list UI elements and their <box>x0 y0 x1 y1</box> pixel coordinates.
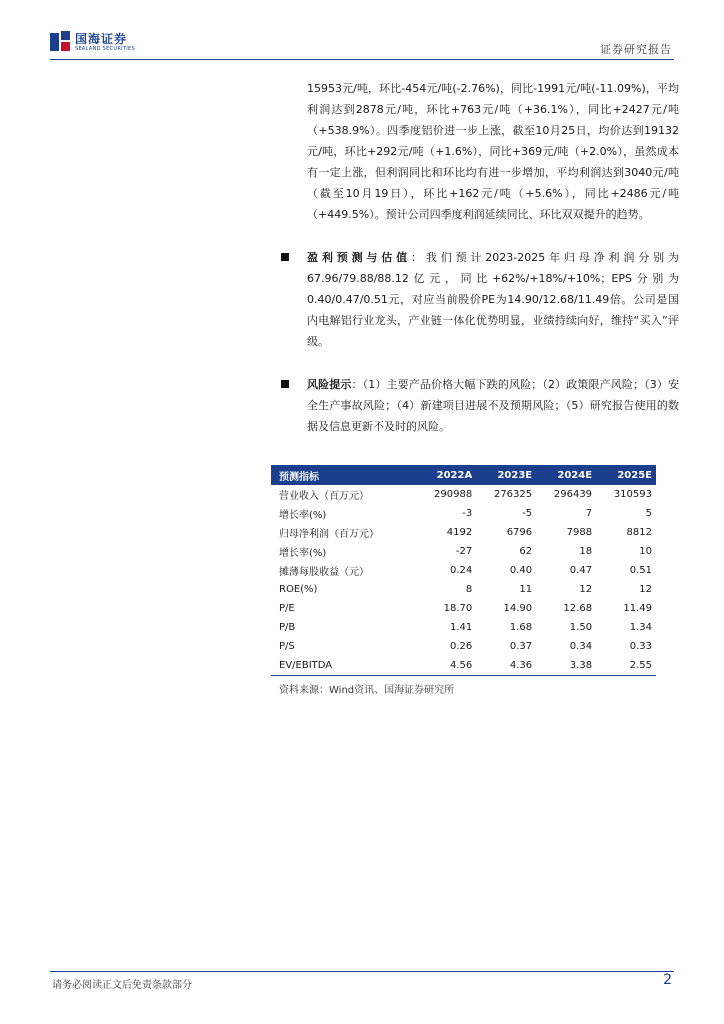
table-cell: 1.68 <box>509 622 533 633</box>
table-cell: 290988 <box>434 489 473 500</box>
table-cell: 4.56 <box>416 656 476 676</box>
table-row <box>271 561 656 580</box>
table-cell: P/S <box>279 641 295 652</box>
table-cell: 0.47 <box>569 565 593 576</box>
table-row <box>271 485 656 504</box>
table-cell: 12.68 <box>563 603 593 614</box>
report-type-label: 证券研究报告 <box>600 43 672 56</box>
table-cell: 5 <box>645 508 652 519</box>
table-cell: 8812 <box>626 527 652 538</box>
bullet-square-icon <box>281 380 289 388</box>
table-cell: 4192 <box>446 527 473 538</box>
logo-name: 国海证券 <box>75 31 128 46</box>
table-cell: 62 <box>519 546 533 557</box>
logo-mark-icon <box>50 31 70 53</box>
header-divider <box>50 59 674 60</box>
table-cell: 1.34 <box>629 622 652 633</box>
bullet-square-icon <box>281 253 289 261</box>
risk-heading: 风险提示 <box>307 378 352 391</box>
table-cell: 4.36 <box>476 656 536 676</box>
forecast-table <box>271 465 656 676</box>
table-cell: 310593 <box>613 489 652 500</box>
main-content <box>307 78 679 437</box>
company-logo <box>50 30 135 54</box>
table-row <box>271 580 656 599</box>
table-cell: 0.24 <box>449 565 473 576</box>
forecast-heading: 盈利预测与估值 <box>307 251 412 264</box>
table-cell: -27 <box>455 546 473 557</box>
table-row <box>271 656 656 676</box>
table-cell: P/B <box>279 622 296 633</box>
table-cell: 0.51 <box>629 565 652 576</box>
table-cell: 11 <box>519 584 533 595</box>
table-row <box>271 523 656 542</box>
forecast-text: ：我们预计2023-2025年归母净利润分别为67.96/79.88/88.12亿元，同比+62%/+18%/+10%；EPS分别为0.40/0.47/0.51元，对应当前股价PE为14.90/12.68/11.49倍。公司是国内电解铝行业龙头，产业链一体化优势明显，业绩持续向好，维持“买入”评级。 <box>307 251 679 348</box>
table-header-cell: 2025E <box>617 469 652 481</box>
table-cell: 296439 <box>553 489 593 500</box>
table-row <box>271 542 656 561</box>
table-cell: 7 <box>585 508 593 519</box>
table-header-cell: 2023E <box>497 469 533 481</box>
logo-english-name: SEALAND SECURITIES <box>75 45 135 52</box>
table-row <box>271 637 656 656</box>
table-header-cell: 预测指标 <box>279 471 319 483</box>
table-cell: 增长率(%) <box>279 510 327 521</box>
table-cell: 0.26 <box>449 641 473 652</box>
table-cell: 12 <box>579 584 593 595</box>
table-cell: 11.49 <box>623 603 652 614</box>
table-cell: 0.33 <box>629 641 652 652</box>
table-source-note: 资料来源：Wind资讯、国海证券研究所 <box>279 685 455 696</box>
risk-section <box>307 374 679 437</box>
footer-divider <box>50 971 674 972</box>
table-cell: 3.38 <box>536 656 596 676</box>
table-header-cell: 2024E <box>557 469 593 481</box>
table-cell: 1.41 <box>449 622 473 633</box>
table-row <box>271 618 656 637</box>
table-cell: 0.40 <box>509 565 533 576</box>
table-cell: 摊薄每股收益（元） <box>279 567 369 578</box>
table-header-row <box>271 465 656 485</box>
forecast-section <box>307 247 679 352</box>
cost-profit-paragraph: 15953元/吨，环比-454元/吨(-2.76%)，同比-1991元/吨(-11.09%)，平均利润达到2878元/吨，环比+763元/吨（+36.1%），同比+2427元/吨（+538.9%）。四季度铝价进一步上涨，截至10月25日，均价达到19132元/吨，环比+292元/吨（+1.6%），同比+369元/吨（+2.0%），虽然成本有一定上涨，但利润同比和环比均有进一步增加，平均利润达到3040元/吨（截至10月19日），环比+162元/吨（+5.6%），同比+2486元/吨（+449.5%）。预计公司四季度利润延续同比、环比双双提升的趋势。 <box>307 82 679 221</box>
table-cell: 2.55 <box>596 656 656 676</box>
table-cell: 18 <box>579 546 593 557</box>
table-cell: 10 <box>639 546 652 557</box>
table-cell: 18.70 <box>443 603 473 614</box>
table-cell: -5 <box>522 508 533 519</box>
table-cell: 归母净利润（百万元） <box>279 529 379 540</box>
table-cell: EV/EBITDA <box>271 656 416 676</box>
table-cell: 14.90 <box>503 603 533 614</box>
table-cell: 0.37 <box>509 641 533 652</box>
page-number: 2 <box>663 972 672 988</box>
table-cell: 8 <box>465 584 473 595</box>
table-cell: 6796 <box>506 527 533 538</box>
table-cell: 12 <box>639 584 652 595</box>
table-cell: 0.34 <box>569 641 593 652</box>
table-cell: 营业收入（百万元） <box>279 491 369 502</box>
table-row <box>271 504 656 523</box>
risk-text: ：（1）主要产品价格大幅下跌的风险；（2）政策限产风险；（3）安全生产事故风险；（4）新建项目进展不及预期风险；（5）研究报告使用的数据及信息更新不及时的风险。 <box>307 378 679 433</box>
table-cell: -3 <box>462 508 473 519</box>
forecast-table-wrapper <box>271 465 656 696</box>
table-row <box>271 599 656 618</box>
table-cell: ROE(%) <box>279 584 318 595</box>
table-cell: P/E <box>279 603 295 614</box>
table-cell: 1.50 <box>569 622 593 633</box>
table-cell: 276325 <box>493 489 533 500</box>
table-cell: 7988 <box>566 527 593 538</box>
table-header-cell: 2022A <box>436 469 473 481</box>
footer-disclaimer: 请务必阅读正文后免责条款部分 <box>52 980 192 991</box>
page-header <box>0 0 724 60</box>
table-cell: 增长率(%) <box>279 548 327 559</box>
